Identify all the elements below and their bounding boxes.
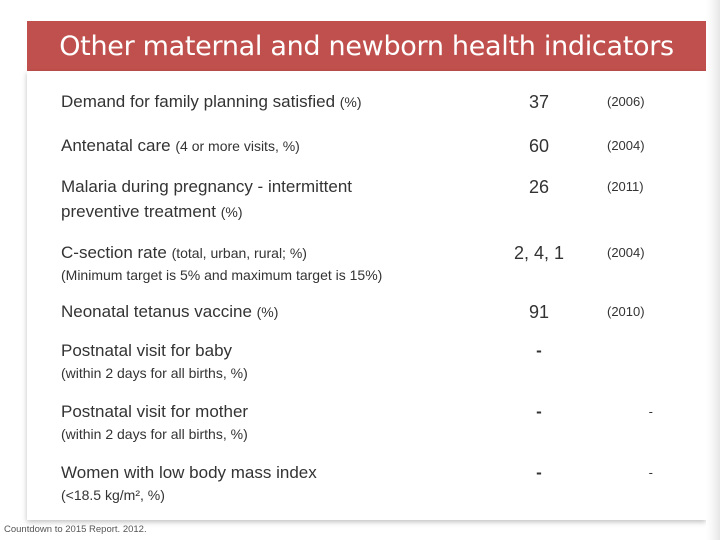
indicator-value: - bbox=[536, 341, 542, 360]
slide-title: Other maternal and newborn health indicators bbox=[59, 30, 674, 62]
indicator-year: (2006) bbox=[607, 94, 645, 109]
indicator-label bbox=[61, 300, 481, 324]
indicator-note: (<18.5 kg/m², %) bbox=[61, 487, 165, 503]
indicators-table bbox=[27, 71, 706, 520]
indicator-label bbox=[61, 175, 481, 225]
indicator-note: (within 2 days for all births, %) bbox=[61, 365, 248, 381]
indicator-year: - bbox=[648, 465, 653, 480]
indicator-value: 37 bbox=[528, 92, 550, 112]
indicator-year: - bbox=[648, 404, 653, 419]
indicator-qualifier: (4 or more visits, %) bbox=[175, 138, 300, 154]
indicator-name: Postnatal visit for mother bbox=[61, 402, 249, 421]
indicator-year: (2004) bbox=[607, 138, 645, 153]
indicator-label bbox=[61, 339, 481, 383]
indicator-note: (Minimum target is 5% and maximum target is 15%) bbox=[61, 267, 383, 283]
indicator-value: - bbox=[536, 402, 542, 421]
indicator-label bbox=[61, 134, 481, 158]
slide-edge-shadow bbox=[706, 0, 720, 540]
indicator-qualifier: (total, urban, rural; %) bbox=[171, 245, 307, 261]
indicator-qualifier: (%) bbox=[220, 204, 243, 220]
indicator-label bbox=[61, 461, 481, 505]
indicator-year: (2010) bbox=[607, 304, 645, 319]
source-citation: Countdown to 2015 Report. 2012. bbox=[4, 524, 147, 535]
indicator-year: (2011) bbox=[607, 179, 644, 194]
indicator-value: 2, 4, 1 bbox=[513, 243, 565, 263]
indicator-value: 91 bbox=[528, 302, 550, 322]
indicator-name: Antenatal care bbox=[61, 136, 171, 155]
indicator-value: 60 bbox=[528, 136, 550, 156]
indicator-name: Postnatal visit for baby bbox=[61, 341, 233, 360]
indicator-name: C-section rate bbox=[61, 243, 167, 262]
indicator-qualifier: (%) bbox=[256, 304, 279, 320]
indicator-label bbox=[61, 400, 481, 444]
indicator-name: Women with low body mass index bbox=[61, 463, 317, 482]
title-bar bbox=[27, 21, 706, 71]
indicator-name: Neonatal tetanus vaccine bbox=[61, 302, 252, 321]
indicator-name: Malaria during pregnancy - intermittent bbox=[61, 177, 353, 196]
indicator-label bbox=[61, 241, 481, 285]
indicator-note: (within 2 days for all births, %) bbox=[61, 426, 248, 442]
indicator-name: Demand for family planning satisfied bbox=[61, 92, 336, 111]
indicator-year: (2004) bbox=[607, 245, 645, 260]
indicator-name-continued: preventive treatment bbox=[61, 202, 216, 221]
indicator-value: - bbox=[536, 463, 542, 482]
indicator-value: 26 bbox=[528, 177, 550, 197]
indicator-label bbox=[61, 90, 481, 114]
indicator-qualifier: (%) bbox=[339, 94, 362, 110]
